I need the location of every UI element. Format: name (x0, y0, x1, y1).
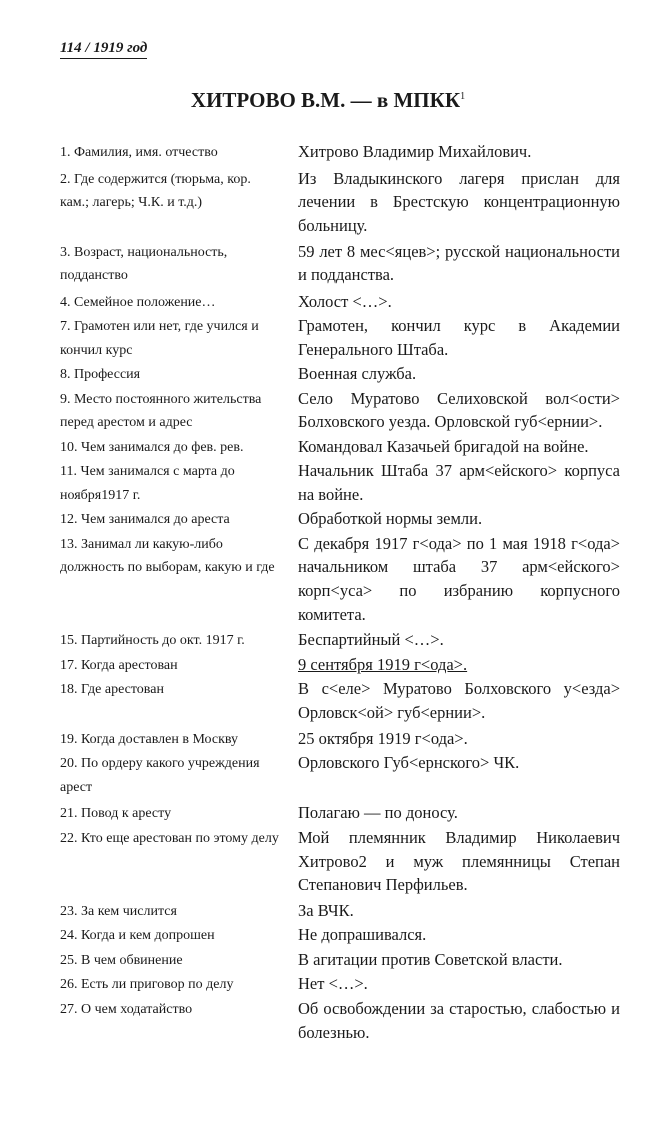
answer-text: Грамотен, кончил курс в Академии Генерального Штаба. (298, 316, 620, 359)
question-label: 18. Где арестован (60, 682, 164, 698)
answer-text: За ВЧК. (298, 900, 354, 920)
question-label: 26. Есть ли приговор по делу (60, 977, 234, 993)
answer-text: Полагаю — по доносу. (298, 803, 458, 823)
answer-text: Холост <…>. (298, 291, 392, 311)
questionnaire-row (60, 362, 620, 387)
questionnaire-row (60, 653, 620, 678)
questionnaire-row (60, 532, 620, 627)
questionnaire-row (60, 751, 620, 799)
questionnaire-row (60, 727, 620, 752)
question-label: 9. Место постоянного жительства перед арестом и адрес (60, 391, 262, 431)
answer-text: Из Владыкинского лагеря прислан для лечении в Брестскую концентрационную больницу. (298, 168, 620, 235)
title-text: ХИТРОВО В.М. — в МПКК (190, 88, 461, 112)
questionnaire-row (60, 167, 620, 238)
answer-text: Хитрово Владимир Михайлович. (298, 142, 532, 161)
questionnaire-row (60, 507, 620, 532)
answer-text: Беспартийный <…>. (298, 630, 444, 650)
question-label: 2. Где содержится (тюрьма, кор. кам.; лагерь; Ч.К. и т.д.) (60, 171, 251, 210)
question-label: 4. Семейное положение… (60, 294, 216, 310)
questionnaire (60, 140, 620, 1044)
questionnaire-row (60, 923, 620, 948)
question-label: 22. Кто еще арестован по этому делу (60, 830, 279, 846)
question-label: 19. Когда доставлен в Москву (60, 731, 239, 747)
question-label: 27. О чем ходатайство (60, 1001, 193, 1017)
question-label: 20. По ордеру какого учреждения арест (60, 756, 260, 795)
page-title (0, 88, 656, 113)
answer-text: Мой племянник Владимир Николаевич Хитрово2 и муж племянницы Степан Степанович Перфильев. (298, 827, 620, 895)
question-label: 15. Партийность до окт. 1917 г. (60, 633, 245, 649)
question-label: 25. В чем обвинение (60, 952, 183, 968)
title-footnote-mark: 1 (460, 91, 466, 102)
questionnaire-row (60, 628, 620, 653)
answer-text: В с<еле> Муратово Болховского у<езда> Орловск<ой> губ<ернии>. (298, 679, 620, 723)
answer-text: Командовал Казачьей бригадой на войне. (298, 436, 589, 456)
questionnaire-row (60, 677, 620, 724)
question-label: 8. Профессия (60, 367, 141, 383)
question-label: 13. Занимал ли какую-либо должность по выборам, какую и где (60, 536, 275, 576)
question-label: 23. За кем числится (60, 903, 177, 919)
running-head: 114 / 1919 год (60, 40, 147, 59)
questionnaire-row (60, 459, 620, 507)
question-label: 7. Грамотен или нет, где учился и кончил курс (60, 319, 259, 358)
question-label: 17. Когда арестован (60, 657, 178, 673)
questionnaire-row (60, 948, 620, 973)
questionnaire-row (60, 972, 620, 997)
answer-text: 59 лет 8 мес<яцев>; русской национальности и подданства. (298, 241, 620, 285)
questionnaire-row (60, 314, 620, 362)
answer-text: Село Муратово Селиховской вол<ости> Болховского уезда. Орловской губ<ернии>. (298, 388, 620, 432)
question-label: 21. Повод к аресту (60, 806, 172, 822)
answer-text: В агитации против Советской власти. (298, 949, 563, 969)
questionnaire-row (60, 826, 620, 897)
answer-text: 9 сентября 1919 г<ода>. (298, 654, 468, 674)
answer-text: Начальник Штаба 37 арм<ейского> корпуса на войне. (298, 461, 620, 504)
answer-text: Об освобождении за старостью, слабостью и болезнью. (298, 998, 620, 1042)
question-label: 11. Чем занимался с марта до ноября1917 г. (60, 464, 235, 503)
question-label: 1. Фамилия, имя. отчество (60, 145, 218, 160)
answer-text: Не допрашивался. (298, 925, 427, 945)
questionnaire-row (60, 899, 620, 924)
question-label: 3. Возраст, национальность, подданство (60, 244, 228, 284)
answer-text: С декабря 1917 г<ода> по 1 мая 1918 г<ода> начальником штаба 37 арм<ейского> корп<уса> по избранию корпусного комитета. (298, 533, 620, 624)
questionnaire-row (60, 997, 620, 1044)
questionnaire-row (60, 290, 620, 315)
answer-text: Обработкой нормы земли. (298, 509, 483, 529)
answer-text: 25 октября 1919 г<ода>. (298, 728, 468, 748)
questionnaire-row (60, 435, 620, 460)
questionnaire-row (60, 240, 620, 288)
questionnaire-row (60, 387, 620, 435)
answer-text: Орловского Губ<ернского> ЧК. (298, 753, 520, 773)
questionnaire-row (60, 140, 620, 165)
answer-text: Нет <…>. (298, 974, 368, 994)
question-label: 24. Когда и кем допрошен (60, 928, 215, 944)
question-label: 12. Чем занимался до ареста (60, 512, 230, 528)
answer-text: Военная служба. (298, 364, 417, 384)
question-label: 10. Чем занимался до фев. рев. (60, 439, 244, 455)
questionnaire-row (60, 801, 620, 826)
